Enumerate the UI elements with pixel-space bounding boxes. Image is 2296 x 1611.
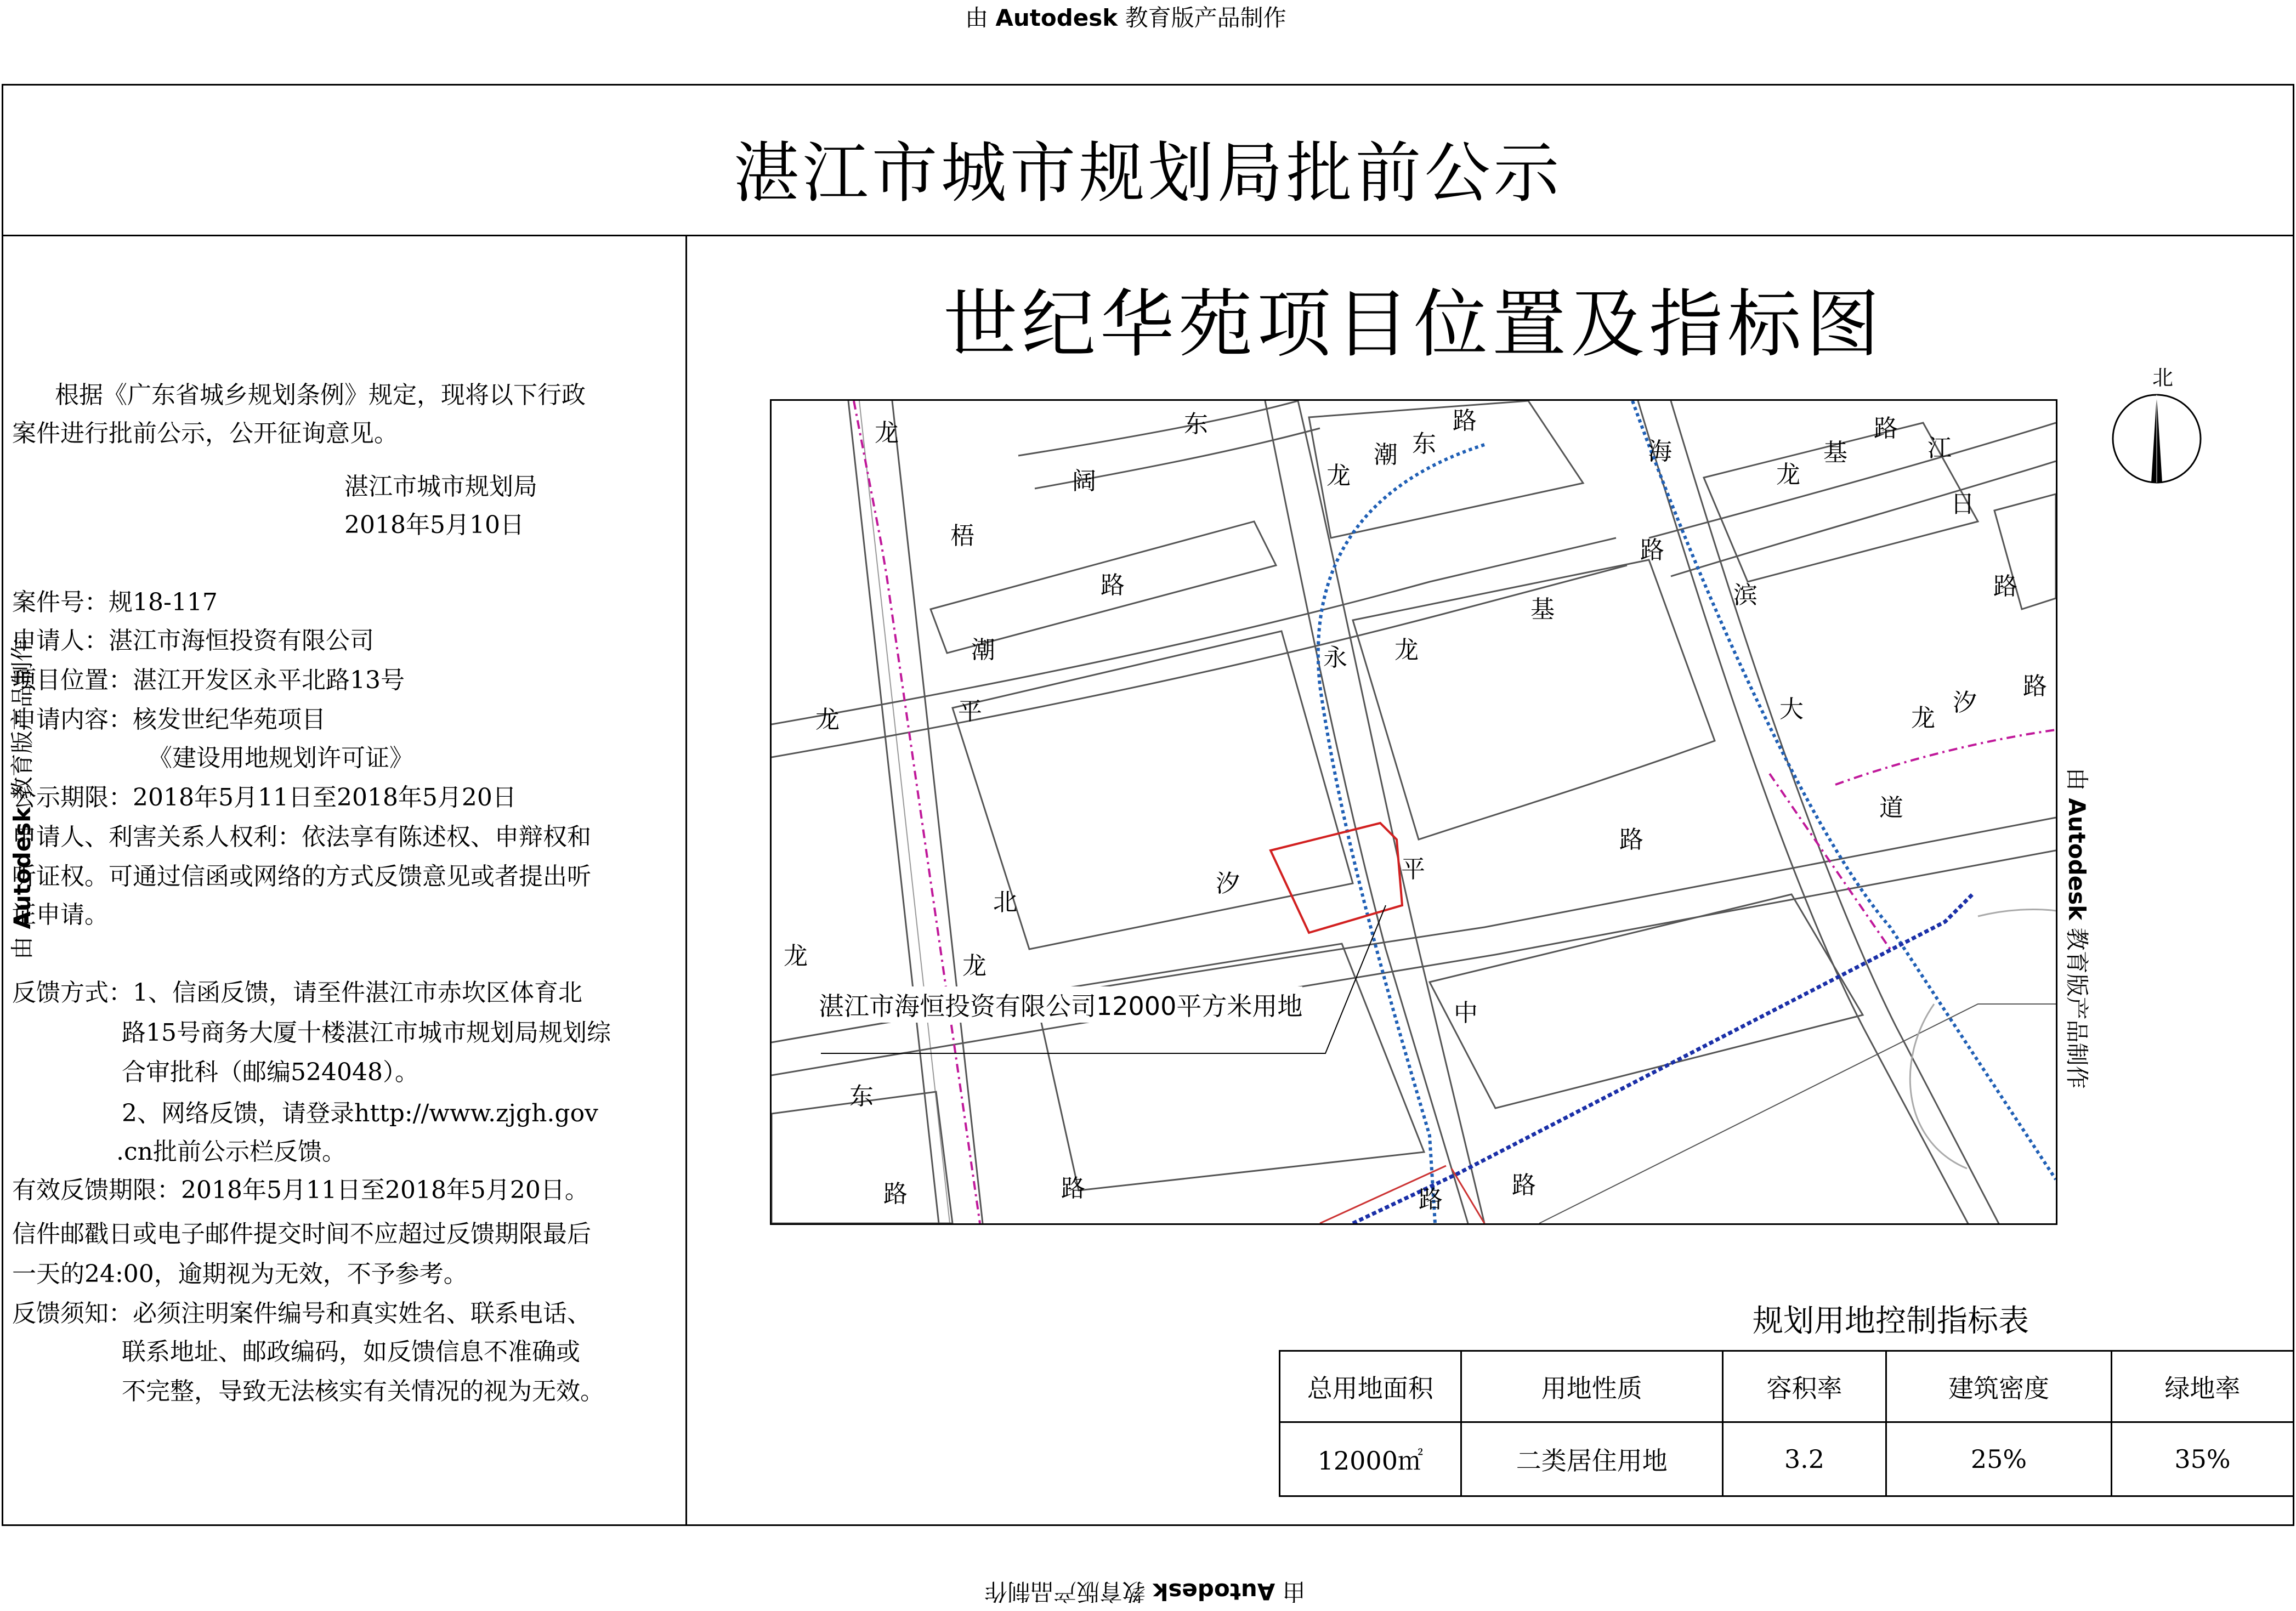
notice-authority: 湛江市城市规划局 <box>344 473 537 501</box>
table-cell: 25% <box>1886 1422 2112 1496</box>
road-label: 道 <box>1879 794 1903 822</box>
table-header-cell: 绿地率 <box>2111 1351 2293 1422</box>
road-label: 中 <box>1454 999 1478 1027</box>
notice-req-2: 联系地址、邮政编码，如反馈信息不准确或 <box>122 1338 580 1366</box>
table-row <box>1280 1422 2294 1496</box>
road-label: 路 <box>2023 672 2047 700</box>
road-label: 路 <box>1419 1185 1443 1213</box>
title-divider <box>2 235 2294 236</box>
road-label: 基 <box>1530 595 1555 623</box>
map-title: 世纪华苑项目位置及指标图 <box>943 281 1884 367</box>
notice-case-no: 案件号：规18-117 <box>12 588 218 616</box>
notice-feedback-4: 2、网络反馈，请登录http://www.zjgh.gov <box>122 1099 598 1127</box>
column-divider <box>685 235 687 1526</box>
road-label: 基 <box>1823 439 1847 467</box>
notice-rights-2: 听证权。可通过信函或网络的方式反馈意见或者提出听 <box>12 863 591 890</box>
site-label: 湛江市海恒投资有限公司12000平方米用地 <box>819 986 1302 1023</box>
table-cell: 12000㎡ <box>1280 1422 1461 1496</box>
notice-req-1: 反馈须知：必须注明案件编号和真实姓名、联系电话、 <box>12 1300 591 1328</box>
north-label: 北 <box>2152 366 2174 390</box>
road-label: 滨 <box>1733 581 1758 609</box>
watermark-right: 由 Autodesk 教育版产品制作 <box>2063 768 2090 1089</box>
table-cell: 35% <box>2111 1422 2293 1496</box>
table-header-cell: 建筑密度 <box>1886 1351 2112 1422</box>
road-label: 平 <box>1401 855 1425 883</box>
north-arrow-icon <box>2110 388 2203 492</box>
location-map <box>770 399 2057 1225</box>
table-cell: 二类居住用地 <box>1461 1422 1722 1496</box>
table-cell: 3.2 <box>1722 1422 1886 1496</box>
page-title: 湛江市城市规划局批前公示 <box>733 135 1563 212</box>
road-label: 汐 <box>1216 870 1240 898</box>
road-label: 平 <box>958 697 982 725</box>
indicator-table-caption: 规划用地控制指标表 <box>1753 1303 2029 1339</box>
road-label: 路 <box>1512 1171 1536 1199</box>
site-parcel <box>1271 823 1402 933</box>
road-label: 路 <box>1101 571 1125 599</box>
road-label: 路 <box>1619 826 1643 854</box>
road-label: 龙 <box>1776 461 1800 489</box>
indicator-table <box>1279 1350 2294 1497</box>
road-label: 日 <box>1951 490 1975 518</box>
table-header-row <box>1280 1351 2294 1422</box>
road-label: 龙 <box>1911 704 1935 732</box>
notice-mail-1: 信件邮戳日或电子邮件提交时间不应超过反馈期限最后 <box>12 1220 591 1248</box>
road-label: 路 <box>1993 572 2017 600</box>
road-label: 东 <box>849 1082 874 1110</box>
notice-feedback-5: .cn批前公示栏反馈。 <box>116 1138 346 1166</box>
road-label: 路 <box>1453 407 1477 435</box>
road-label: 潮 <box>1374 441 1398 469</box>
notice-feedback-2: 路15号商务大厦十楼湛江市城市规划局规划综 <box>122 1019 611 1047</box>
notice-feedback-3: 合审批科（邮编524048）。 <box>122 1058 419 1086</box>
road-label: 龙 <box>962 952 987 980</box>
road-label: 路 <box>1061 1175 1085 1202</box>
notice-applicant: 申请人：湛江市海恒投资有限公司 <box>12 627 374 655</box>
road-label: 龙 <box>875 419 899 447</box>
table-header-cell: 用地性质 <box>1461 1351 1722 1422</box>
road-label: 江 <box>1927 434 1952 462</box>
table-header-cell: 总用地面积 <box>1280 1351 1461 1422</box>
road-label: 阔 <box>1072 467 1096 495</box>
road-label: 永 <box>1323 644 1347 672</box>
road-label: 路 <box>1640 536 1664 564</box>
notice-location: 项目位置：湛江开发区永平北路13号 <box>12 666 405 694</box>
watermark-bottom: 由 Autodesk 教育版产品制作 <box>984 1578 1306 1605</box>
road-label: 龙 <box>784 942 808 970</box>
road-label: 东 <box>1412 430 1436 458</box>
road-label: 梧 <box>950 522 974 550</box>
notice-rights-1: 申请人、利害关系人权利：依法享有陈述权、申辩权和 <box>12 823 591 851</box>
notice-content-2: 《建设用地规划许可证》 <box>148 744 413 772</box>
notice-feedback-1: 反馈方式：1、信函反馈，请至件湛江市赤坎区体育北 <box>12 979 582 1007</box>
road-label: 大 <box>1779 695 1804 723</box>
notice-req-3: 不完整，导致无法核实有关情况的视为无效。 <box>122 1377 604 1405</box>
road-label: 路 <box>883 1180 908 1208</box>
road-label: 汐 <box>1953 689 1977 717</box>
watermark-left: 由 Autodesk 教育版产品制作 <box>9 638 36 960</box>
watermark-top: 由 Autodesk 教育版产品制作 <box>965 4 1286 31</box>
notice-rights-3: 证申请。 <box>12 901 109 929</box>
notice-valid-period: 有效反馈期限：2018年5月11日至2018年5月20日。 <box>12 1176 589 1204</box>
notice-date: 2018年5月10日 <box>344 511 524 539</box>
road-label: 东 <box>1184 410 1208 438</box>
road-label: 海 <box>1648 438 1672 466</box>
road-label: 龙 <box>815 706 840 734</box>
road-label: 龙 <box>1394 636 1419 664</box>
notice-content-1: 申请内容：核发世纪华苑项目 <box>12 706 326 734</box>
table-header-cell: 容积率 <box>1722 1351 1886 1422</box>
road-label: 北 <box>993 888 1017 916</box>
road-label: 路 <box>1874 415 1898 443</box>
road-label: 龙 <box>1326 462 1351 490</box>
notice-period: 公示期限：2018年5月11日至2018年5月20日 <box>12 784 517 812</box>
road-label: 潮 <box>971 636 995 664</box>
notice-intro-1: 根据《广东省城乡规划条例》规定，现将以下行政 <box>55 381 586 409</box>
notice-intro-2: 案件进行批前公示，公开征询意见。 <box>12 419 398 447</box>
notice-mail-2: 一天的24:00，逾期视为无效，不予参考。 <box>12 1260 468 1288</box>
